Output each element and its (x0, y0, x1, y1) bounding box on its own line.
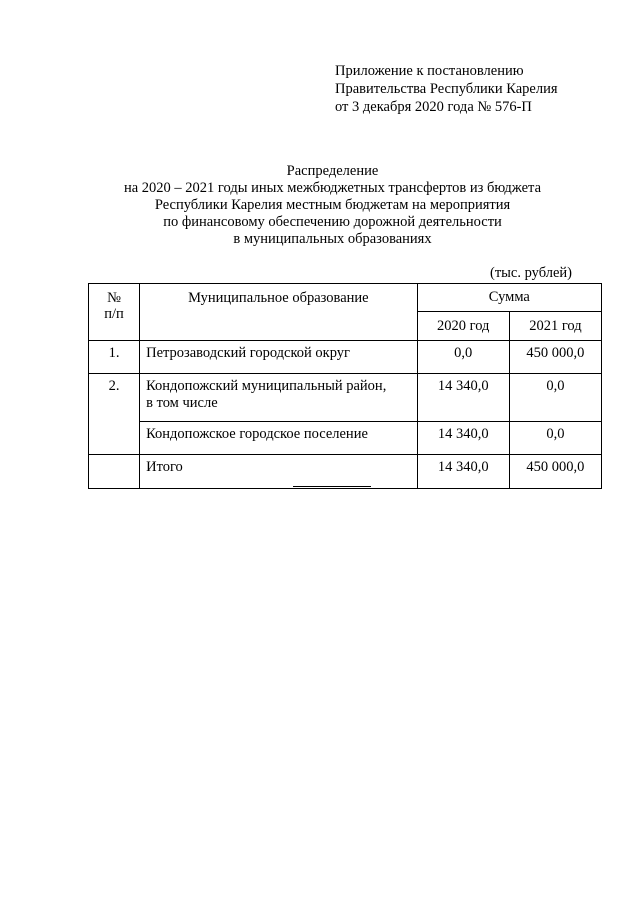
appendix-header (335, 62, 558, 116)
appendix-line-1: Приложение к постановлению (335, 63, 524, 79)
row-total-2021: 450 000,0 (509, 455, 601, 489)
appendix-line-3: от 3 декабря 2020 года № 576-П (335, 99, 532, 115)
row-value-2021: 0,0 (509, 374, 601, 422)
row-value-2021: 450 000,0 (509, 341, 601, 374)
end-separator-line (293, 486, 371, 487)
title-line-5: в муниципальных образованиях (233, 231, 432, 247)
table-row (89, 341, 602, 374)
table-total-row (89, 455, 602, 489)
row-value-2020: 14 340,0 (417, 422, 509, 455)
header-municipality: Муниципальное образование (140, 284, 418, 341)
distribution-table (88, 283, 602, 489)
row-municipality-line-1: Кондопожский муниципальный район, (146, 378, 387, 394)
row-municipality-line-2: в том числе (146, 395, 218, 411)
row-number (89, 422, 140, 455)
header-number (89, 284, 140, 341)
row-value-2021: 0,0 (509, 422, 601, 455)
title-line-3: Республики Карелия местным бюджетам на мероприятия (154, 197, 511, 213)
title-line-1: Распределение (286, 163, 379, 179)
row-value-2020: 14 340,0 (417, 374, 509, 422)
table-row (89, 422, 602, 455)
header-number-symbol: № (107, 290, 121, 306)
header-year-2020: 2020 год (417, 312, 509, 341)
document-title (60, 163, 605, 248)
row-municipality (140, 374, 418, 422)
header-number-abbr: п/п (104, 306, 124, 322)
units-label: (тыс. рублей) (490, 265, 572, 281)
row-number: 2. (89, 374, 140, 422)
title-line-4: по финансовому обеспечению дорожной деятельности (163, 214, 502, 230)
title-line-2: на 2020 – 2021 годы иных межбюджетных трансфертов из бюджета (123, 180, 542, 196)
row-value-2020: 0,0 (417, 341, 509, 374)
row-municipality: Петрозаводский городской округ (140, 341, 418, 374)
row-municipality: Кондопожское городское поселение (140, 422, 418, 455)
table-row (89, 374, 602, 422)
row-number: 1. (89, 341, 140, 374)
row-total-2020: 14 340,0 (417, 455, 509, 489)
appendix-line-2: Правительства Республики Карелия (335, 81, 558, 97)
table-header-row (89, 284, 602, 312)
row-number (89, 455, 140, 489)
header-year-2021: 2021 год (509, 312, 601, 341)
header-sum: Сумма (417, 284, 601, 312)
row-total-label: Итого (140, 455, 418, 489)
